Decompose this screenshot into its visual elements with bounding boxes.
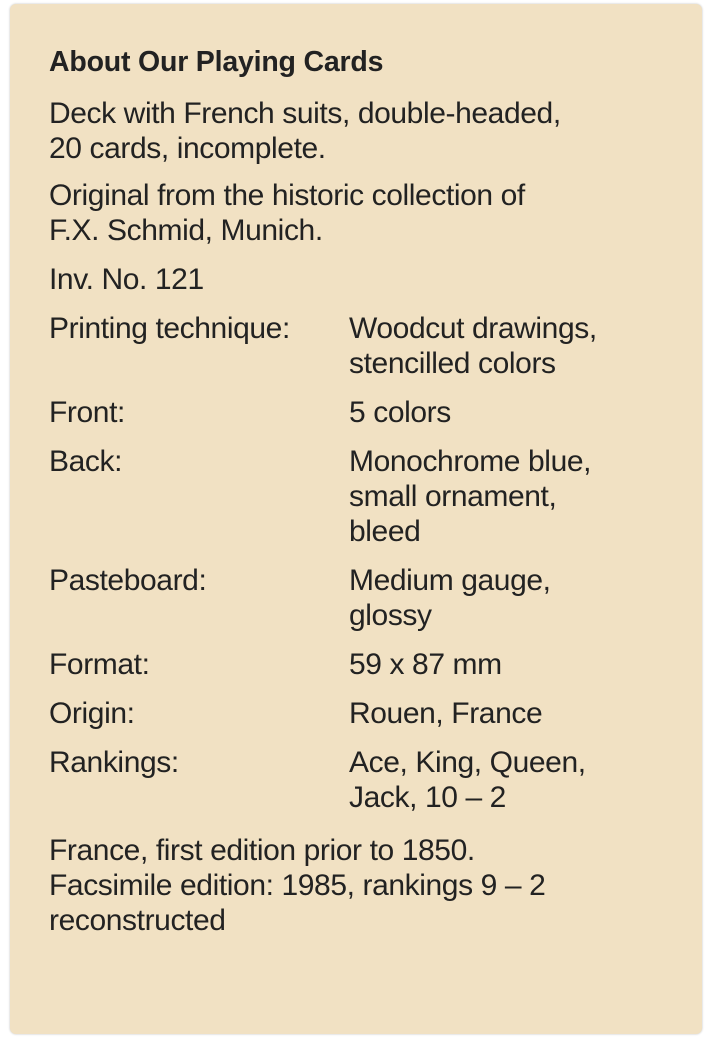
- spec-row-front: [49, 395, 597, 430]
- spec-value-line: stencilled colors: [349, 347, 556, 380]
- edition-note-line: France, first edition prior to 1850.: [49, 834, 475, 867]
- spec-table: [49, 311, 597, 829]
- spec-value-line: Ace, King, Queen,: [349, 746, 586, 779]
- deck-description: [49, 96, 561, 166]
- spec-value-line: 59 x 87 mm: [349, 648, 502, 681]
- spec-label: Front:: [49, 396, 125, 429]
- edition-note-line: reconstructed: [49, 904, 226, 937]
- card-title: About Our Playing Cards: [49, 46, 384, 78]
- spec-value-line: glossy: [349, 599, 432, 632]
- spec-value: [349, 696, 542, 731]
- spec-row-printing-technique: [49, 311, 597, 381]
- spec-value: [349, 745, 586, 815]
- spec-value: [349, 395, 451, 430]
- collection-origin-line: Original from the historic collection of: [49, 179, 525, 212]
- spec-value: [349, 647, 502, 682]
- spec-label: Pasteboard:: [49, 564, 207, 597]
- spec-value-line: bleed: [349, 515, 421, 548]
- spec-value-line: Jack, 10 – 2: [349, 781, 506, 814]
- spec-row-back: [49, 444, 597, 549]
- spec-value-line: small ornament,: [349, 480, 557, 513]
- deck-description-line: 20 cards, incomplete.: [49, 132, 326, 165]
- spec-row-format: [49, 647, 597, 682]
- spec-row-pasteboard: [49, 563, 597, 633]
- spec-value-line: Rouen, France: [349, 697, 543, 730]
- spec-value-line: 5 colors: [349, 396, 451, 429]
- playing-card-info-card: [10, 4, 702, 1034]
- spec-row-rankings: [49, 745, 597, 815]
- spec-label: Printing technique:: [49, 312, 290, 345]
- spec-label: Back:: [49, 445, 123, 478]
- spec-label: Format:: [49, 648, 150, 681]
- spec-value: [349, 311, 597, 381]
- spec-value-line: Woodcut drawings,: [349, 312, 597, 345]
- spec-label: Origin:: [49, 697, 135, 730]
- spec-row-origin: [49, 696, 597, 731]
- edition-note-line: Facsimile edition: 1985, rankings 9 – 2: [49, 869, 546, 902]
- spec-value-line: Medium gauge,: [349, 564, 551, 597]
- collection-origin-note: [49, 178, 525, 248]
- spec-value: [349, 444, 591, 549]
- deck-description-line: Deck with French suits, double-headed,: [49, 97, 561, 130]
- edition-note: [49, 833, 545, 938]
- spec-value-line: Monochrome blue,: [349, 445, 592, 478]
- spec-value: [349, 563, 551, 633]
- collection-origin-line: F.X. Schmid, Munich.: [49, 214, 323, 247]
- spec-label: Rankings:: [49, 746, 179, 779]
- inventory-number: Inv. No. 121: [49, 263, 204, 296]
